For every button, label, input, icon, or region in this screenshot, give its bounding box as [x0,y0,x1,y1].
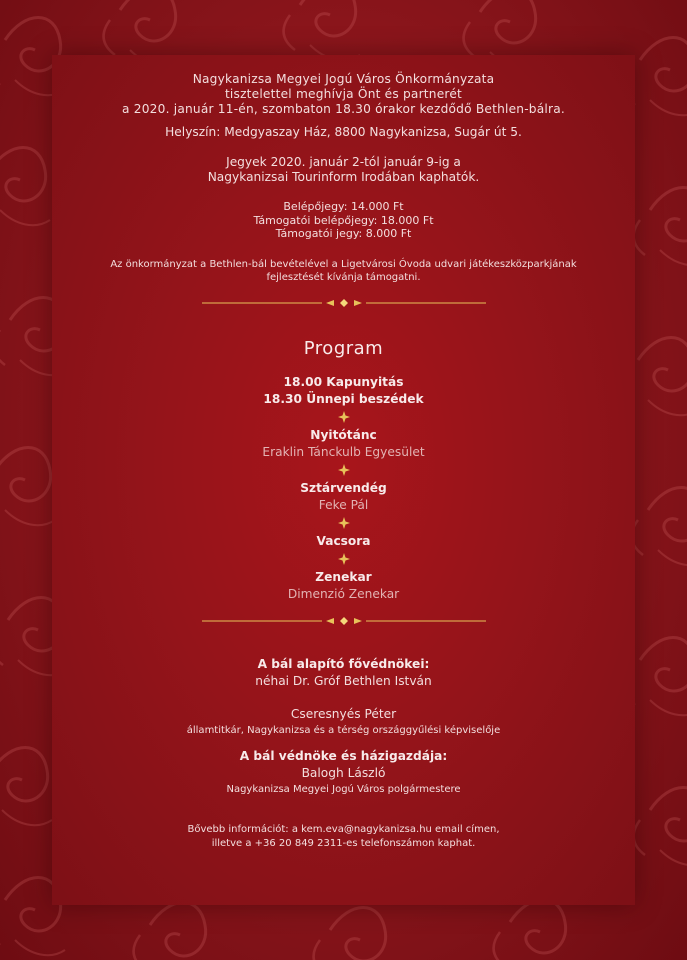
host-role: Nagykanizsa Megyei Jogú Város polgármestere [226,783,461,795]
intro-text [52,72,635,117]
founders-title: A bál alapító fővédnökei: [257,656,430,671]
contact-footer [52,823,635,851]
venue-text: Helyszín: Medgyaszay Ház, 8800 Nagykanizsa, Sugár út 5. [165,125,522,139]
tickets-line: Jegyek 2020. január 2-tól január 9-ig a [226,155,461,169]
flourish-icon [338,411,350,423]
program-schedule [52,374,635,408]
intro-line: Nagykanizsa Megyei Jogú Város Önkormányzata [192,72,495,86]
gold-divider-bottom [202,616,486,626]
program-item-performer: Eraklin Tánckulb Egyesület [262,444,425,459]
program-item-title: Vacsora [316,533,371,548]
founder-name: néhai Dr. Gróf Bethlen István [255,673,432,688]
support-line: Az önkormányzat a Bethlen-bál bevételével a Ligetvárosi Óvoda udvari játékeszközparkjának [110,258,577,270]
support-text [52,258,635,285]
founder-name: Cseresnyés Péter [290,706,397,721]
intro-line: a 2020. január 11-én, szombaton 18.30 órakor kezdődő Bethlen-bálra. [122,102,565,116]
price-list [52,200,635,241]
invitation-content [52,55,635,851]
founder-role: államtitkár, Nagykanizsa és a térség országgyűlési képviselője [186,724,501,736]
schedule-entry: 18.00 Kapunyitás [283,374,404,389]
host-title: A bál védnöke és házigazdája: [239,748,448,763]
tickets-text [52,155,635,185]
program-item-title: Zenekar [315,569,372,584]
flourish-icon [338,553,350,565]
host-name: Balogh László [301,765,386,780]
support-line: fejlesztését kívánja támogatni. [266,272,421,283]
gold-divider-top [202,298,486,308]
program-title: Program [303,337,384,359]
price-entry: Támogatói jegy: 8.000 Ft [275,227,412,240]
intro-line: tisztelettel meghívja Önt és partnerét [224,87,463,101]
footer-line: Bővebb információt: a kem.eva@nagykanizsa.hu email címen, [187,823,500,835]
program-item-title: Sztárvendég [300,480,387,495]
program-item-performer: Feke Pál [318,497,369,512]
price-entry: Belépőjegy: 14.000 Ft [283,200,404,213]
schedule-entry: 18.30 Ünnepi beszédek [263,391,424,406]
footer-line: illetve a +36 20 849 2311-es telefonszámon kaphat. [211,837,476,849]
price-entry: Támogatói belépőjegy: 18.000 Ft [253,213,434,227]
program-item-title: Nyitótánc [310,427,377,442]
program-item-performer: Dimenzió Zenekar [287,586,400,601]
flourish-icon [338,517,350,529]
tickets-line: Nagykanizsai Tourinform Irodában kaphatók. [207,170,480,184]
flourish-icon [338,464,350,476]
